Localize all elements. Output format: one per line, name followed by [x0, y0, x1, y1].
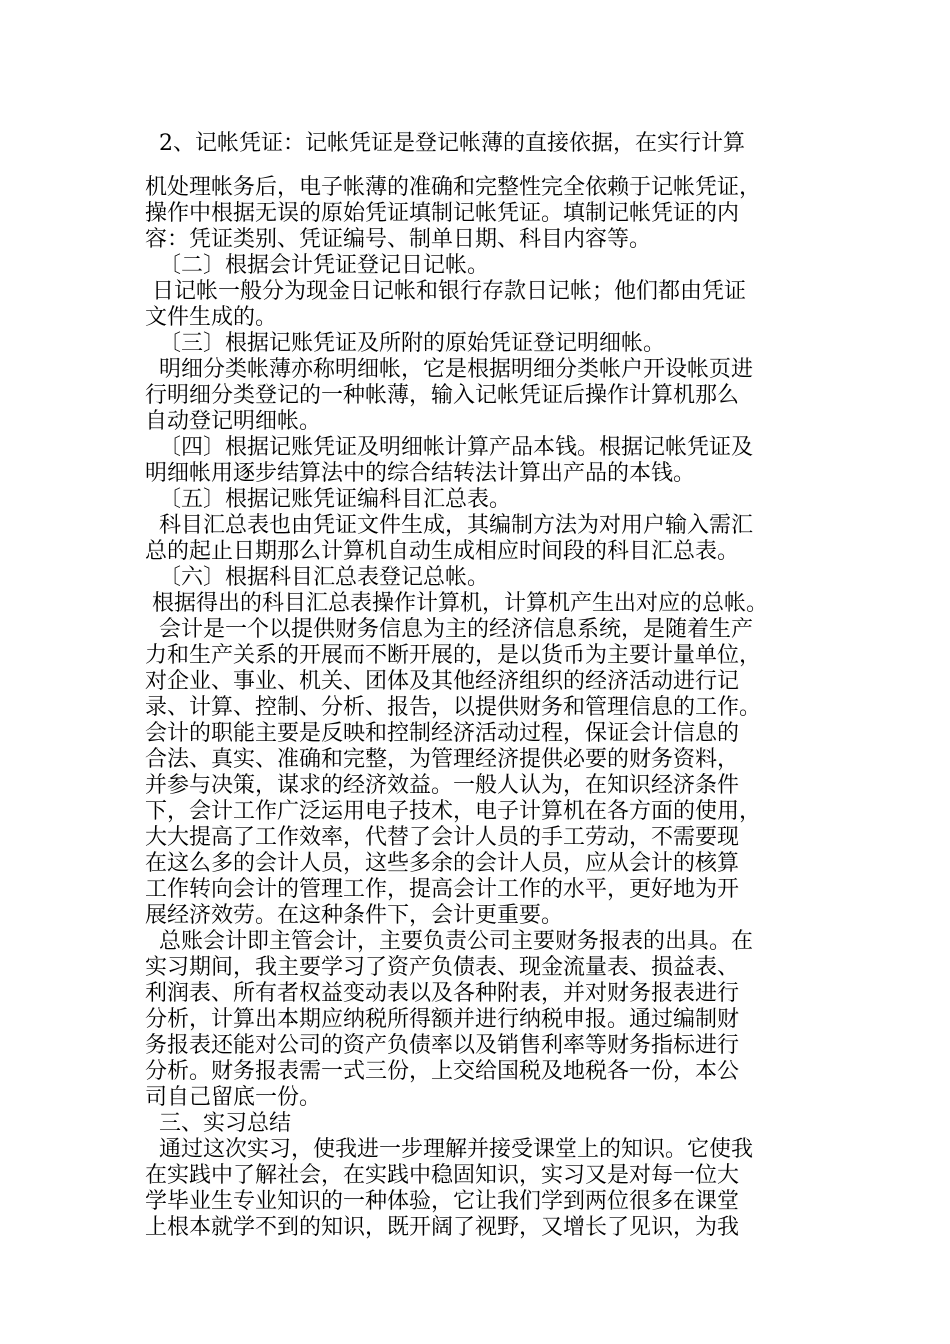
text-line: 〔四〕根据记账凭证及明细帐计算产品本钱。根据记帐凭证及 — [145, 435, 753, 460]
text-line: 明细帐用逐步结算法中的综合结转法计算出产品的本钱。 — [145, 461, 696, 486]
text-line: 会计是一个以提供财务信息为主的经济信息系统，是随着生产 — [145, 617, 753, 642]
text-line: 总的起止日期那么计算机自动生成相应时间段的科目汇总表。 — [145, 539, 740, 564]
text-line: 合法、真实、准确和完整，为管理经济提供必要的财务资料， — [145, 747, 740, 772]
text-line: 通过这次实习，使我进一步理解并接受课堂上的知识。它使我 — [145, 1137, 753, 1162]
text-line: 操作中根据无误的原始凭证填制记帐凭证。填制记帐凭证的内 — [145, 201, 740, 226]
text-line: 大大提高了工作效率，代替了会计人员的手工劳动，不需要现 — [145, 825, 740, 850]
text-line: 〔三〕根据记账凭证及所附的原始凭证登记明细帐。 — [145, 331, 665, 356]
text-line: 自动登记明细帐。 — [145, 409, 322, 434]
text-line: 展经济效劳。在这种条件下，会计更重要。 — [145, 903, 564, 928]
text-line: 机处理帐务后，电子帐薄的准确和完整性完全依赖于记帐凭证， — [145, 175, 762, 200]
body-text — [145, 131, 825, 1241]
text-line: 下，会计工作广泛运用电子技术，电子计算机在各方面的使用， — [145, 799, 762, 824]
text-line: 文件生成的。 — [145, 305, 278, 330]
text-line: 2、记帐凭证：记帐凭证是登记帐薄的直接依据，在实行计算 — [145, 131, 745, 156]
text-line: 根据得出的科目汇总表操作计算机，计算机产生出对应的总帐。 — [145, 591, 768, 616]
text-line: 学毕业生专业知识的一种体验，它让我们学到两位很多在课堂 — [145, 1189, 740, 1214]
text-line: 〔二〕根据会计凭证登记日记帐。 — [145, 253, 489, 278]
text-line: 科目汇总表也由凭证文件生成，其编制方法为对用户输入需汇 — [145, 513, 753, 538]
text-line: 会计的职能主要是反映和控制经济活动过程，保证会计信息的 — [145, 721, 740, 746]
text-line: 实习期间，我主要学习了资产负债表、现金流量表、损益表、 — [145, 955, 740, 980]
text-line: 上根本就学不到的知识，既开阔了视野，又增长了见识，为我 — [145, 1215, 740, 1240]
text-line: 在这么多的会计人员，这些多余的会计人员，应从会计的核算 — [145, 851, 740, 876]
text-line: 行明细分类登记的一种帐薄，输入记帐凭证后操作计算机那么 — [145, 383, 740, 408]
text-line: 容：凭证类别、凭证编号、制单日期、科目内容等。 — [145, 227, 652, 252]
text-line: 司自己留底一份。 — [145, 1085, 322, 1110]
text-line: 在实践中了解社会，在实践中稳固知识，实习又是对每一位大 — [145, 1163, 740, 1188]
text-line: 总账会计即主管会计，主要负责公司主要财务报表的出具。在 — [145, 929, 753, 954]
text-line: 利润表、所有者权益变动表以及各种附表，并对财务报表进行 — [145, 981, 740, 1006]
text-line: 对企业、事业、机关、团体及其他经济组织的经济活动进行记 — [145, 669, 740, 694]
text-line: 分析。财务报表需一式三份，上交给国税及地税各一份，本公 — [145, 1059, 740, 1084]
text-line: 〔五〕根据记账凭证编科目汇总表。 — [145, 487, 511, 512]
text-line: 录、计算、控制、分析、报告，以提供财务和管理信息的工作。 — [145, 695, 762, 720]
text-line: 工作转向会计的管理工作，提高会计工作的水平，更好地为开 — [145, 877, 740, 902]
text-line: 〔六〕根据科目汇总表登记总帐。 — [145, 565, 489, 590]
text-line: 分析，计算出本期应纳税所得额并进行纳税申报。通过编制财 — [145, 1007, 740, 1032]
section-heading: 三、实习总结 — [145, 1111, 291, 1136]
text-line: 力和生产关系的开展而不断开展的，是以货币为主要计量单位， — [145, 643, 762, 668]
text-line: 明细分类帐薄亦称明细帐，它是根据明细分类帐户开设帐页进 — [145, 357, 753, 382]
text-line: 并参与决策，谋求的经济效益。一般人认为，在知识经济条件 — [145, 773, 740, 798]
text-line: 日记帐一般分为现金日记帐和银行存款日记帐；他们都由凭证 — [145, 279, 746, 304]
text-line: 务报表还能对公司的资产负债率以及销售利率等财务指标进行 — [145, 1033, 740, 1058]
